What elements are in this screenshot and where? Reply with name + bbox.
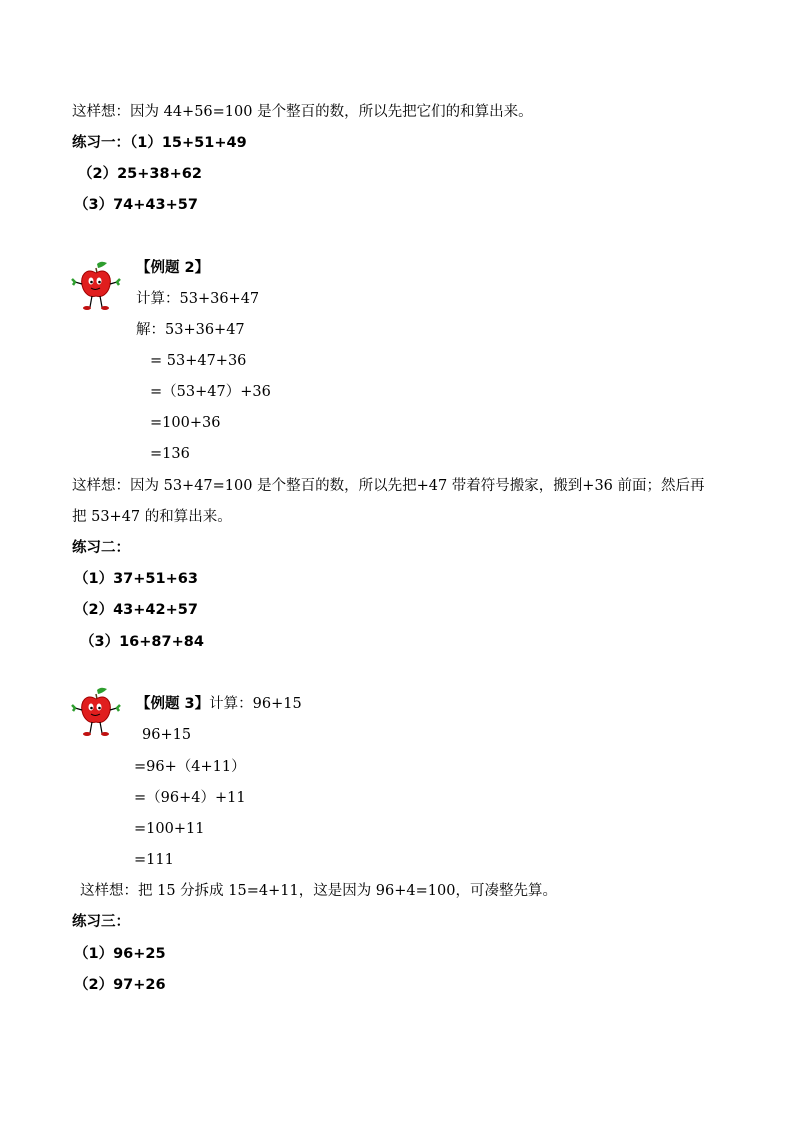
solution-step: =136 bbox=[150, 446, 190, 462]
explanation-line-1: 这样想：因为 44+56=100 是个整百的数，所以先把它们的和算出来。 bbox=[72, 104, 533, 120]
solution-step: = 53+47+36 bbox=[150, 353, 247, 369]
solution-step: =（96+4）+11 bbox=[134, 790, 246, 806]
exercise-2-heading: 练习二： bbox=[72, 540, 130, 556]
solution-step: =96+（4+11） bbox=[134, 759, 246, 775]
exercise-2-item-3: （3）16+87+84 bbox=[80, 634, 204, 650]
solution-step: =100+11 bbox=[134, 821, 205, 837]
exercise-1-item-3: （3）74+43+57 bbox=[74, 197, 198, 213]
exercise-3-item-2: （2）97+26 bbox=[74, 977, 166, 993]
solution-line: 解：53+36+47 bbox=[136, 322, 245, 338]
exercise-3-item-1: （1）96+25 bbox=[74, 946, 166, 962]
apple-mascot-icon bbox=[70, 260, 122, 314]
apple-mascot-icon bbox=[70, 686, 122, 740]
exercise-2-item-2: （2）43+42+57 bbox=[74, 602, 198, 618]
example-3-title: 【例题 3】 bbox=[136, 696, 210, 712]
exercise-1-item-2: （2）25+38+62 bbox=[78, 166, 202, 182]
explanation-line-3: 这样想：把 15 分拆成 15=4+11，这是因为 96+4=100，可凑整先算。 bbox=[80, 883, 557, 899]
solution-step: =100+36 bbox=[150, 415, 221, 431]
exercise-1-heading: 练习一：（1）15+51+49 bbox=[72, 135, 247, 151]
solution-step: =111 bbox=[134, 852, 174, 868]
example-2-title: 【例题 2】 bbox=[136, 260, 210, 276]
exercise-2-item-1: （1）37+51+63 bbox=[74, 571, 198, 587]
solution-step: =（53+47）+36 bbox=[150, 384, 271, 400]
explanation-line-2: 这样想：因为 53+47=100 是个整百的数，所以先把+47 带着符号搬家，搬到+36 前面；然后再 bbox=[72, 478, 705, 494]
example-2-problem: 计算：53+36+47 bbox=[136, 291, 260, 307]
example-3-row bbox=[136, 695, 302, 713]
example-3-problem: 计算：96+15 bbox=[209, 696, 302, 712]
explanation-line-2-cont: 把 53+47 的和算出来。 bbox=[72, 509, 232, 525]
exercise-3-heading: 练习三： bbox=[72, 914, 130, 930]
solution-step: 96+15 bbox=[142, 727, 192, 743]
